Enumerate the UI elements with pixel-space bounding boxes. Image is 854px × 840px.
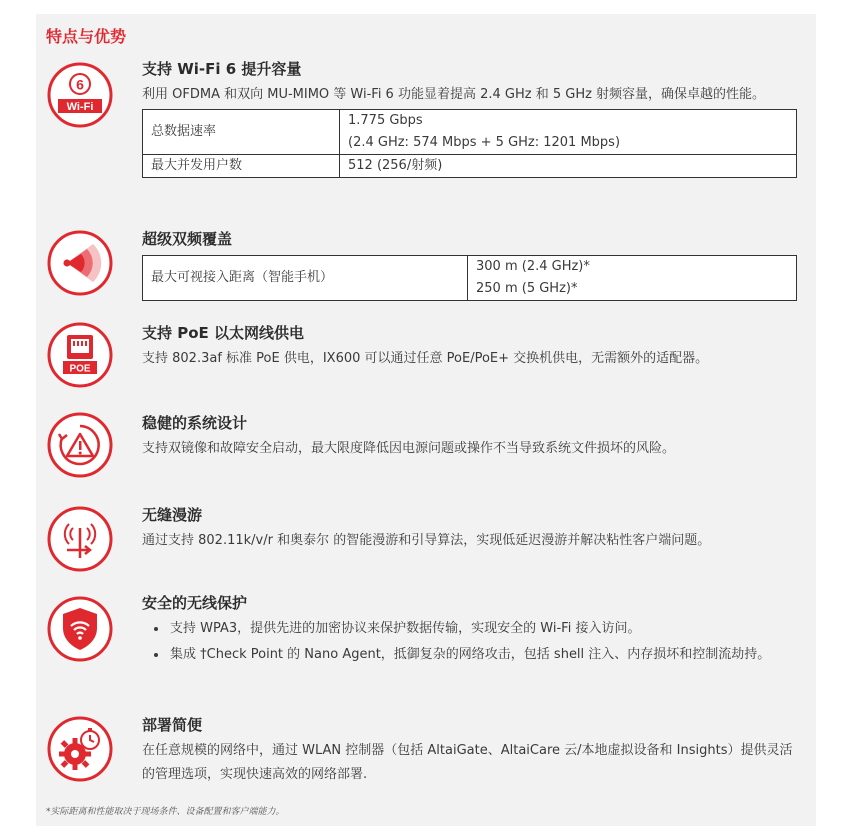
shield-wifi-icon [47,596,113,662]
list-item: • 集成 †Check Point 的 Nano Agent，抵御复杂的网络攻击，包括 shell 注入、内存损坏和控制流劫持。 [168,642,796,668]
table-cell-label: 总数据速率 [143,110,340,155]
bullet-list [142,616,796,668]
feature-desc: 支持双镜像和故障安全启动，最大限度降低因电源问题或操作不当导致系统文件损坏的风险。 [142,441,676,456]
feature-title: 支持 PoE 以太网线供电 [142,324,304,342]
wifi6-icon [47,62,113,128]
value-line: 250 m (5 GHz)* [476,281,578,296]
feature-desc: 在任意规模的网络中，通过 WLAN 控制器（包括 AltaiGate、AltaiCare 云/本地虚拟设备和 Insights）提供灵活的管理选项，实现快速高效的网络部署. [142,743,793,782]
feature-title: 安全的无线保护 [142,594,248,612]
poe-icon [47,322,113,388]
roaming-icon [47,506,113,572]
features-panel [36,14,816,826]
table-cell-label: 最大并发用户数 [143,155,340,178]
feature-title: 支持 Wi-Fi 6 提升容量 [142,60,302,78]
table-row [143,256,797,301]
table-cell-label: 最大可视接入距离（智能手机） [143,256,468,301]
feature-desc: 通过支持 802.11k/v/r 和奥泰尔 的智能漫游和引导算法，实现低延迟漫游并解决粘性客户端问题。 [142,533,711,548]
svg-text:6: 6 [76,76,84,93]
svg-text:Wi-Fi: Wi-Fi [66,101,94,113]
value-line: 300 m (2.4 GHz)* [476,259,590,274]
feature-title: 无缝漫游 [142,506,203,524]
spec-table [142,109,797,178]
feature-desc: 利用 OFDMA 和双向 MU-MIMO 等 Wi-Fi 6 功能显着提高 2.4 GHz 和 5 GHz 射频容量，确保卓越的性能。 [142,87,766,102]
table-cell-value [340,110,797,155]
section-title: 特点与优势 [46,27,127,46]
footnote: *实际距离和性能取决于现场条件、设备配置和客户端能力。 [46,807,285,817]
feature-title: 超级双频覆盖 [142,230,233,248]
table-row [143,155,797,178]
table-row [143,110,797,155]
feature-title: 部署简便 [142,716,203,734]
feature-title: 稳健的系统设计 [142,414,248,432]
list-item: • 支持 WPA3，提供先进的加密协议来保护数据传输，实现安全的 Wi-Fi 接入访问。 [168,616,796,642]
table-cell-value [468,256,797,301]
value-line: (2.4 GHz: 574 Mbps + 5 GHz: 1201 Mbps) [348,135,621,150]
value-line: 1.775 Gbps [348,113,423,128]
gear-clock-icon [47,716,113,782]
table-cell-value: 512 (256/射频) [340,155,797,178]
feature-desc: 支持 802.3af 标准 PoE 供电，IX600 可以通过任意 PoE/PoE+ 交换机供电，无需额外的适配器。 [142,351,709,366]
coverage-icon [47,230,113,296]
spec-table [142,255,797,301]
warning-cycle-icon [47,412,113,478]
svg-text:POE: POE [69,363,91,375]
